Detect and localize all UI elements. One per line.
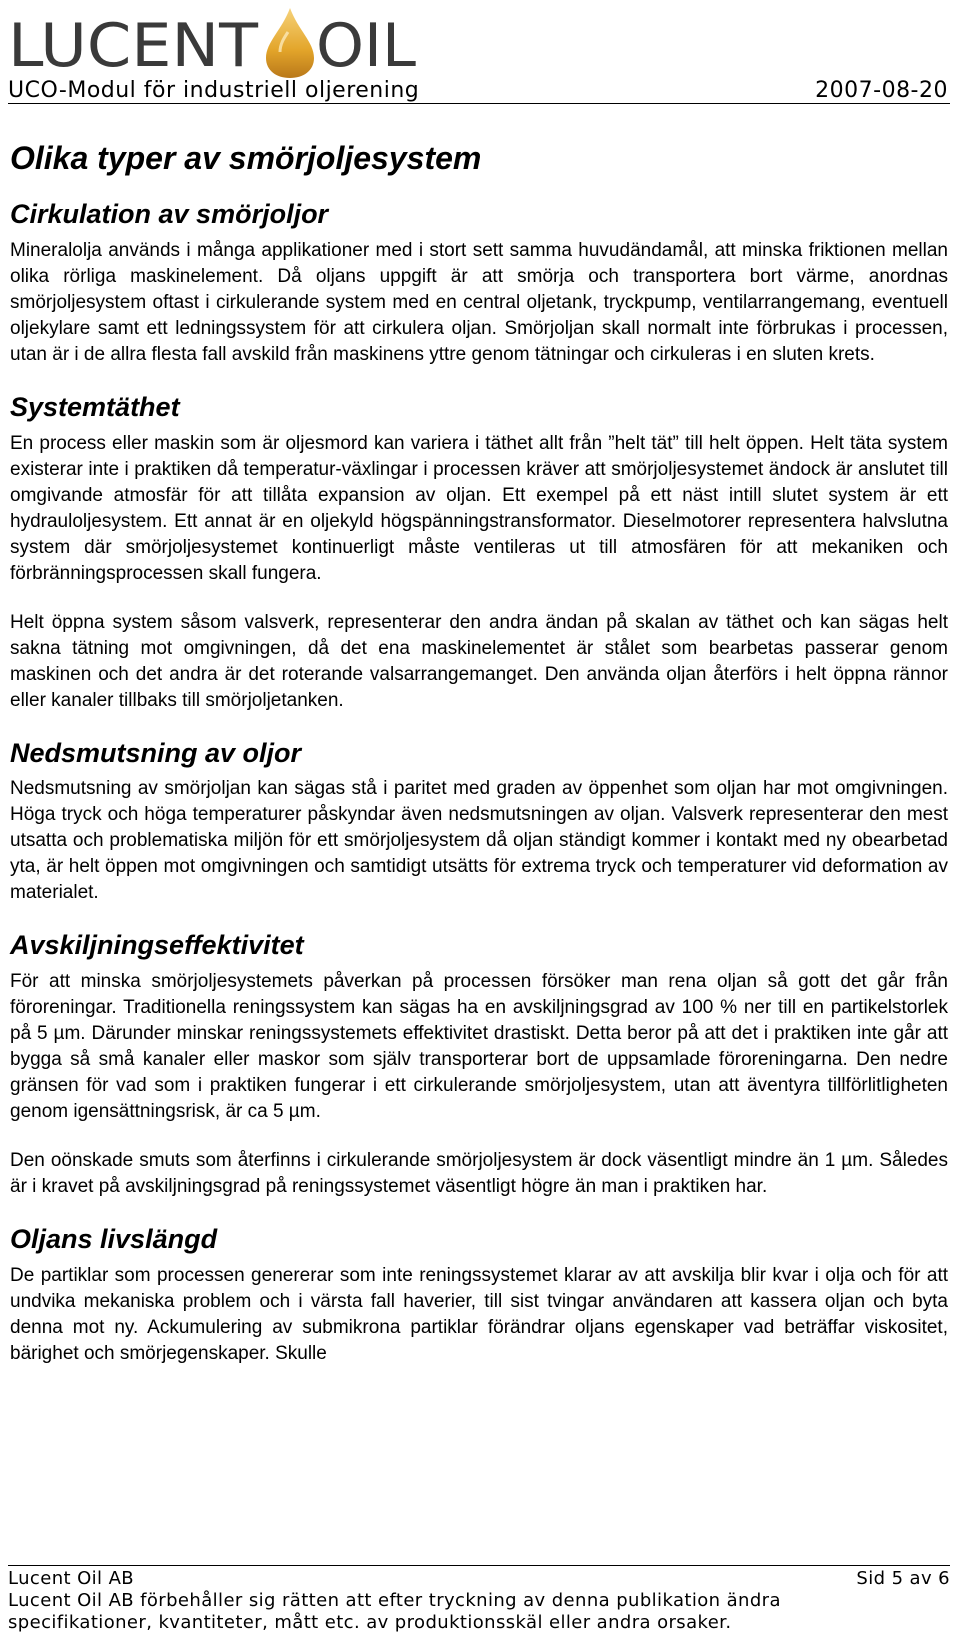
page-footer	[8, 1565, 950, 1634]
header-date: 2007-08-20	[815, 78, 948, 103]
paragraph: En process eller maskin som är oljesmord kan variera i täthet allt från ”helt tät” till helt öppen. Helt täta system existerar inte i praktiken då temperatur-växlingar i processen kräver att smörjoljesystemet ändock är anslutet till omgivande atmosfär för att tillåta expansion av oljan. Ett exempel på ett näst intill slutet system är ett hydrauloljesystem. Ett annat är en oljekyld högspänningstransformator. Dieselmotorer representera halvslutna system där smörjoljesystemet kontinuerligt måste ventileras ut till atmosfären för att mekaniken och förbränningsprocessen skall fungera.	[10, 432, 948, 584]
oil-drop-icon	[266, 8, 314, 78]
header-subtitle: UCO-Modul för industriell oljerening	[8, 78, 420, 103]
header-divider	[8, 103, 950, 104]
section-heading: Avskiljningseffektivitet	[10, 930, 304, 961]
page-header	[0, 0, 960, 110]
paragraph: För att minska smörjoljesystemets påverkan på processen försöker man rena oljan så gott det går från föroreningar. Traditionella reningssystem kan sägas ha en avskiljningsgrad av 100 % ner till en partikelstorlek på 5 µm. Därunder minskar reningssystemets effektivitet drastiskt. Detta beror på att det i praktiken inte går att bygga så små kanaler eller maskor som själv transporterar bort de uppsamlade föroreningarna. Den nedre gränsen för vad som i praktiken fungerar i ett cirkulerande smörjoljesystem, utan att äventyra tillförlitligheten genom igensättningsrisk, är ca 5 µm.	[10, 971, 948, 1122]
section-heading: Oljans livslängd	[10, 1224, 218, 1254]
lucent-oil-logo	[8, 4, 428, 80]
footer-disclaimer-line2: specifikationer, kvantiteter, mått etc. av produktionsskäl eller andra orsaker.	[8, 1612, 732, 1633]
section-heading: Systemtäthet	[10, 391, 180, 422]
section-systemtathet	[10, 391, 948, 714]
footer-disclaimer-line1: Lucent Oil AB förbehåller sig rätten att efter tryckning av denna publikation ändra	[8, 1590, 781, 1611]
page-number: Sid 5 av 6	[856, 1568, 950, 1589]
footer-divider	[8, 1565, 950, 1566]
section-heading: Cirkulation av smörjoljor	[10, 199, 329, 229]
paragraph: Helt öppna system såsom valsverk, representerar den andra ändan på skalan av täthet och kan sägas helt sakna tätning mot omgivningen, då det ena maskinelementet är stålet som bearbetas passerar genom maskinen och det andra är det roterande valsarrangemanget. Den använda oljan återförs i helt öppna rännor eller kanaler tillbaks till smörjoljetanken.	[10, 611, 948, 711]
paragraph: Den oönskade smuts som återfinns i cirkulerande smörjoljesystem är dock väsentligt mindre än 1 µm. Således är i kravet på avskiljningsgrad på reningssystemet väsentligt högre än man i praktiken har.	[10, 1150, 948, 1197]
document-body	[10, 138, 948, 1367]
footer-row	[8, 1568, 950, 1590]
section-avskiljning	[10, 929, 948, 1200]
logo-text-lucent: LUCENT	[8, 11, 259, 80]
paragraph: Nedsmutsning av smörjoljan kan sägas stå i paritet med graden av öppenhet som oljan har mot omgivningen. Höga tryck och höga temperaturer påskyndar även nedsmutsningen av oljan. Valsverk representerar den mest utsatta och problematiska miljön för ett smörjoljesystem då oljan ständigt kommer i kontakt med ny obearbetad yta, är helt öppen mot omgivningen och samtidigt utsätts för extrema tryck och temperaturer vid deformation av materialet.	[10, 778, 948, 904]
document-title: Olika typer av smörjoljesystem	[10, 140, 482, 176]
paragraph: De partiklar som processen genererar som inte reningssystemet klarar av att avskilja blir kvar i olja och för att undvika mekaniska problem och i värsta fall haverier, till sist tvingar användaren att kassera oljan och byta denna mot ny. Ackumulering av submikrona partiklar förändrar oljans egenskaper vad beträffar viskositet, bärighet och smörjegenskaper. Skulle	[10, 1264, 948, 1364]
section-nedsmutsning	[10, 737, 948, 907]
section-heading: Nedsmutsning av oljor	[10, 737, 302, 768]
paragraph: Mineralolja används i många applikationer med i stort sett samma huvudändamål, att minska friktionen mellan olika rörliga maskinelement. Då oljans uppgift är att smörja och transportera bort värme, anordnas smörjoljesystem oftast i cirkulerande system med en central oljetank, tryckpump, ventilarrangemang, eventuell oljekylare samt ett ledningssystem för att cirkulera oljan. Smörjoljan skall normalt inte förbrukas i processen, utan är i de allra flesta fall avskild från maskinens yttre genom tätningar och cirkuleras i en sluten krets.	[10, 239, 948, 365]
section-livslangd	[10, 1223, 948, 1367]
footer-company: Lucent Oil AB	[8, 1568, 135, 1589]
section-cirkulation	[10, 198, 948, 368]
logo-text-oil: OIL	[316, 11, 417, 80]
